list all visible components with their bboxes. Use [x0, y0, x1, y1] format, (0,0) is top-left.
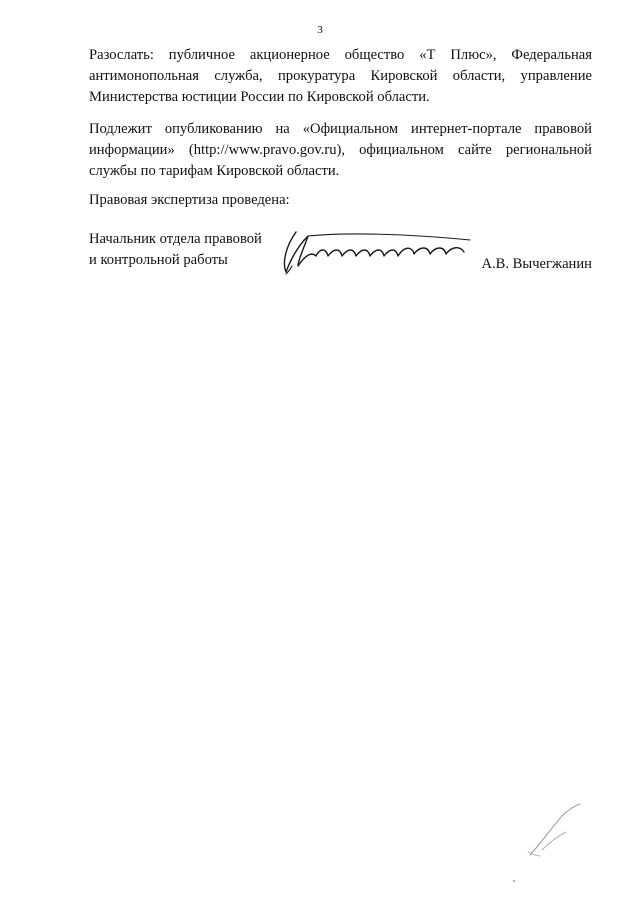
publication-paragraph: Подлежит опубликованию на «Официальном интернет-портале правовой информации» (http://www.pravo.gov.ru), официальном сайте региональной службы по тарифам Кировской области.: [89, 121, 592, 179]
legal-expertise-note: Правовая экспертиза проведена:: [89, 192, 290, 208]
signatory-position-line1: Начальник отдела правовой: [89, 231, 262, 247]
handwritten-signature-image: [278, 226, 478, 276]
pencil-mark-image: [520, 800, 590, 860]
signatory-position-line2: и контрольной работы: [89, 252, 228, 268]
signatory-position: [89, 229, 269, 271]
signatory-name: А.В. Вычегжанин: [481, 256, 592, 272]
page-number: 3: [317, 24, 323, 36]
scan-speck: [513, 880, 515, 882]
distribution-paragraph: Разослать: публичное акционерное общество «Т Плюс», Федеральная антимонопольная служба, прокуратура Кировской области, управление Министерства юстиции России по Кировской области.: [89, 47, 592, 105]
